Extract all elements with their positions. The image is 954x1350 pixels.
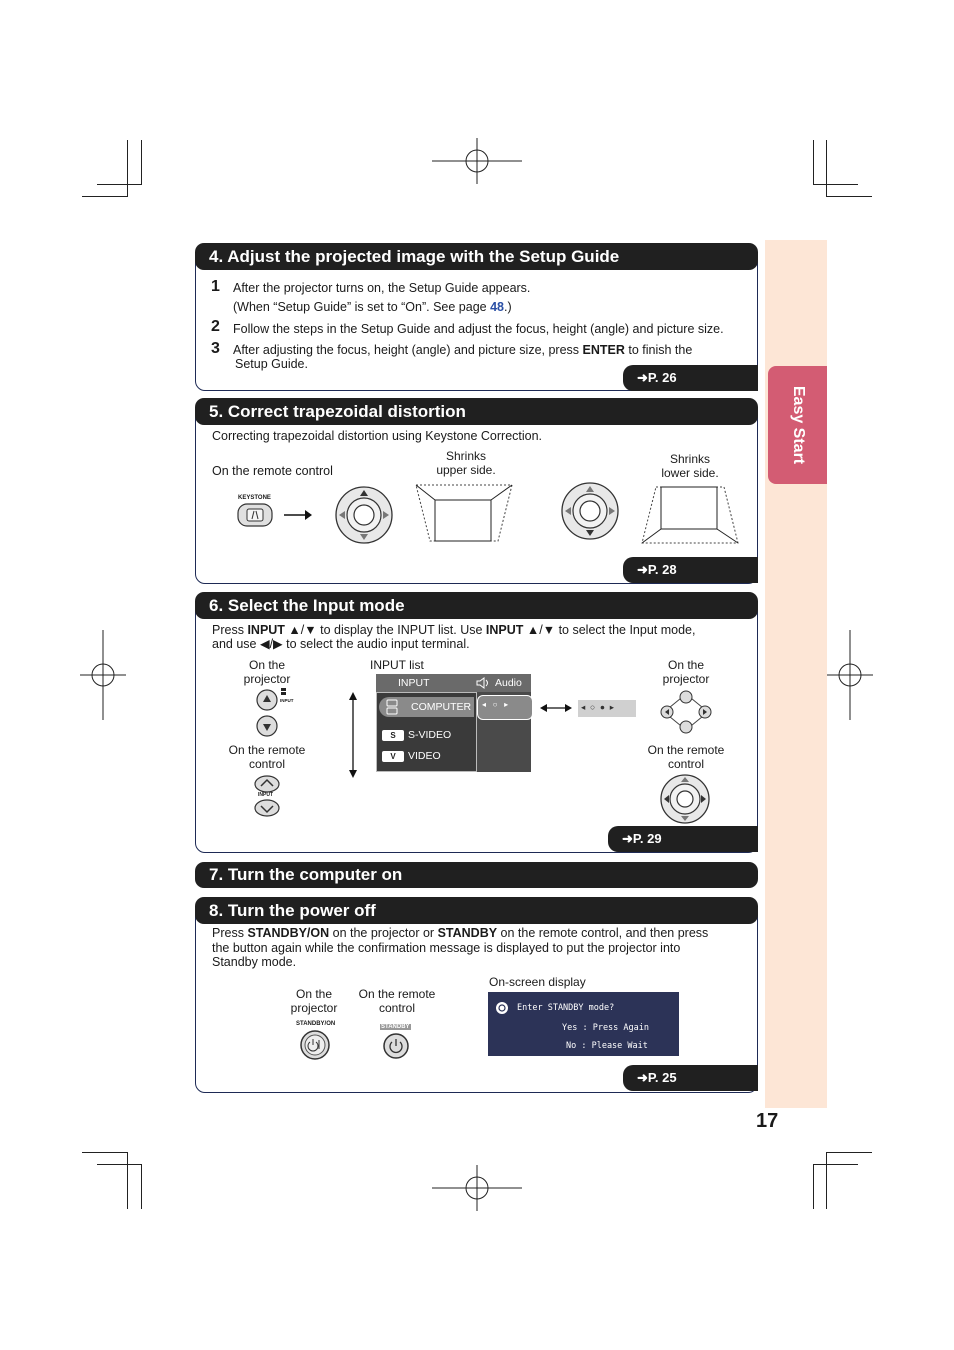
remote-input-up-button-icon[interactable]	[253, 774, 281, 794]
crop-mark	[82, 196, 128, 197]
menu-item-video-label[interactable]: VIDEO	[408, 750, 441, 762]
crop-mark	[97, 1164, 142, 1165]
section-5-title: 5. Correct trapezoidal distortion	[195, 398, 758, 425]
page-link[interactable]: 48	[490, 300, 504, 314]
osd-line-3: No : Please Wait	[566, 1041, 648, 1051]
section-6-title: 6. Select the Input mode	[195, 592, 758, 619]
projector-input-down-button-icon[interactable]	[255, 714, 279, 738]
step-number: 1	[211, 278, 220, 295]
on-remote-label: On the remote control	[358, 987, 436, 1015]
input-menu-audio-label: Audio	[495, 677, 522, 689]
section-intro: Correcting trapezoidal distortion using Keystone Correction.	[212, 429, 543, 443]
video-badge: V	[382, 751, 404, 762]
crop-mark	[97, 184, 142, 185]
section-instructions: and use ◀/▶ to select the audio input terminal.	[212, 637, 470, 651]
step-text: Setup Guide.	[235, 357, 308, 371]
page-reference-link[interactable]: ➜P. 29	[608, 826, 758, 852]
step-number: 2	[211, 318, 220, 335]
osd-label: On-screen display	[489, 975, 586, 989]
step-text: (When “Setup Guide” is set to “On”. See page 48.)	[233, 300, 512, 314]
projector-dpad-icon[interactable]	[659, 689, 713, 735]
vertical-double-arrow-icon	[346, 692, 360, 778]
section-7-title: 7. Turn the computer on	[195, 862, 758, 888]
input-indicator-icon	[280, 688, 288, 698]
remote-control-label: On the remote control	[212, 464, 333, 478]
crop-mark	[813, 140, 814, 185]
remote-input-down-button-icon[interactable]	[253, 798, 281, 818]
shrinks-lower-label: Shrinks lower side.	[661, 452, 719, 480]
crop-mark	[127, 1152, 128, 1209]
crop-mark	[826, 1152, 827, 1209]
registration-mark-bottom	[430, 1165, 524, 1211]
crop-mark	[127, 140, 128, 197]
page-number: 17	[756, 1110, 779, 1132]
dpad-up-icon[interactable]	[334, 485, 394, 545]
on-projector-label: On the projector	[243, 658, 291, 686]
registration-mark-top	[430, 138, 524, 184]
page-reference-link[interactable]: ➜P. 28	[623, 557, 758, 583]
projector-input-up-button-icon[interactable]	[255, 688, 279, 712]
standby-on-label: STANDBY/ON	[296, 1021, 336, 1027]
section-4-title: 4. Adjust the projected image with the Setup Guide	[195, 243, 758, 270]
standby-power-button-icon[interactable]	[382, 1032, 410, 1060]
standby-label: STANDBY	[381, 1024, 410, 1030]
section-instructions: the button again while the confirmation message is displayed to put the projector into	[212, 941, 681, 955]
step-text: After the projector turns on, the Setup Guide appears.	[233, 281, 531, 295]
on-projector-label-right: On the projector	[662, 658, 710, 686]
shrinks-upper-label: Shrinks upper side.	[436, 449, 496, 477]
warning-icon	[495, 1001, 509, 1015]
horizontal-double-arrow-icon	[540, 702, 572, 714]
section-8-title: 8. Turn the power off	[195, 897, 758, 924]
section-instructions: Standby mode.	[212, 955, 297, 969]
easy-start-tab-label: Easy Start	[789, 385, 807, 465]
remote-input-label: INPUT	[258, 792, 273, 798]
arrow-right-icon	[283, 509, 313, 521]
crop-mark	[813, 1164, 858, 1165]
audio-selector-values: ◂ ○ ▸	[482, 700, 509, 709]
crop-mark	[141, 140, 142, 185]
crop-mark	[826, 1152, 872, 1153]
step-text: After adjusting the focus, height (angle) and picture size, press ENTER to finish the	[233, 343, 693, 357]
step-number: 3	[211, 340, 220, 357]
computer-icon	[386, 699, 398, 715]
section-instructions: Press INPUT ▲/▼ to display the INPUT list. Use INPUT ▲/▼ to select the Input mode,	[212, 623, 696, 637]
dpad-down-icon[interactable]	[560, 481, 620, 541]
crop-mark	[813, 184, 858, 185]
keystone-button-label: KEYSTONE	[238, 495, 271, 501]
osd-line-1: Enter STANDBY mode?	[517, 1003, 615, 1013]
trapezoid-lower-icon	[640, 484, 740, 546]
step-text: Follow the steps in the Setup Guide and adjust the focus, height (angle) and picture size.	[233, 322, 724, 336]
input-menu-header-label: INPUT	[398, 677, 430, 689]
page-reference-link[interactable]: ➜P. 26	[623, 365, 758, 391]
speaker-icon	[475, 676, 491, 690]
crop-mark	[826, 196, 872, 197]
registration-mark-right	[827, 628, 873, 722]
menu-item-svideo-label[interactable]: S-VIDEO	[408, 729, 452, 741]
on-projector-label: On the projector	[290, 987, 338, 1015]
projector-input-label: INPUT	[280, 698, 294, 703]
easy-start-tab[interactable]	[768, 366, 827, 484]
page-reference-link[interactable]: ➜P. 25	[623, 1065, 758, 1091]
osd-line-2: Yes : Press Again	[562, 1023, 649, 1033]
crop-mark	[813, 1164, 814, 1209]
registration-mark-left	[80, 628, 126, 722]
crop-mark	[141, 1164, 142, 1209]
crop-mark	[826, 140, 827, 197]
keystone-button-icon[interactable]	[237, 503, 273, 527]
section-instructions: Press STANDBY/ON on the projector or STANDBY on the remote control, and then press	[212, 926, 709, 940]
on-remote-label-right: On the remote control	[647, 743, 725, 771]
remote-dpad-left-right-icon[interactable]	[659, 773, 711, 825]
crop-mark	[82, 1152, 128, 1153]
on-remote-label: On the remote control	[228, 743, 306, 771]
trapezoid-upper-icon	[414, 482, 514, 544]
svideo-badge: S	[382, 730, 404, 741]
menu-item-computer-label: COMPUTER	[411, 701, 472, 713]
input-list-label: INPUT list	[370, 658, 424, 672]
audio-option-values: ◂ ○ ● ▸	[581, 702, 614, 712]
standby-on-power-button-icon[interactable]	[299, 1029, 331, 1061]
